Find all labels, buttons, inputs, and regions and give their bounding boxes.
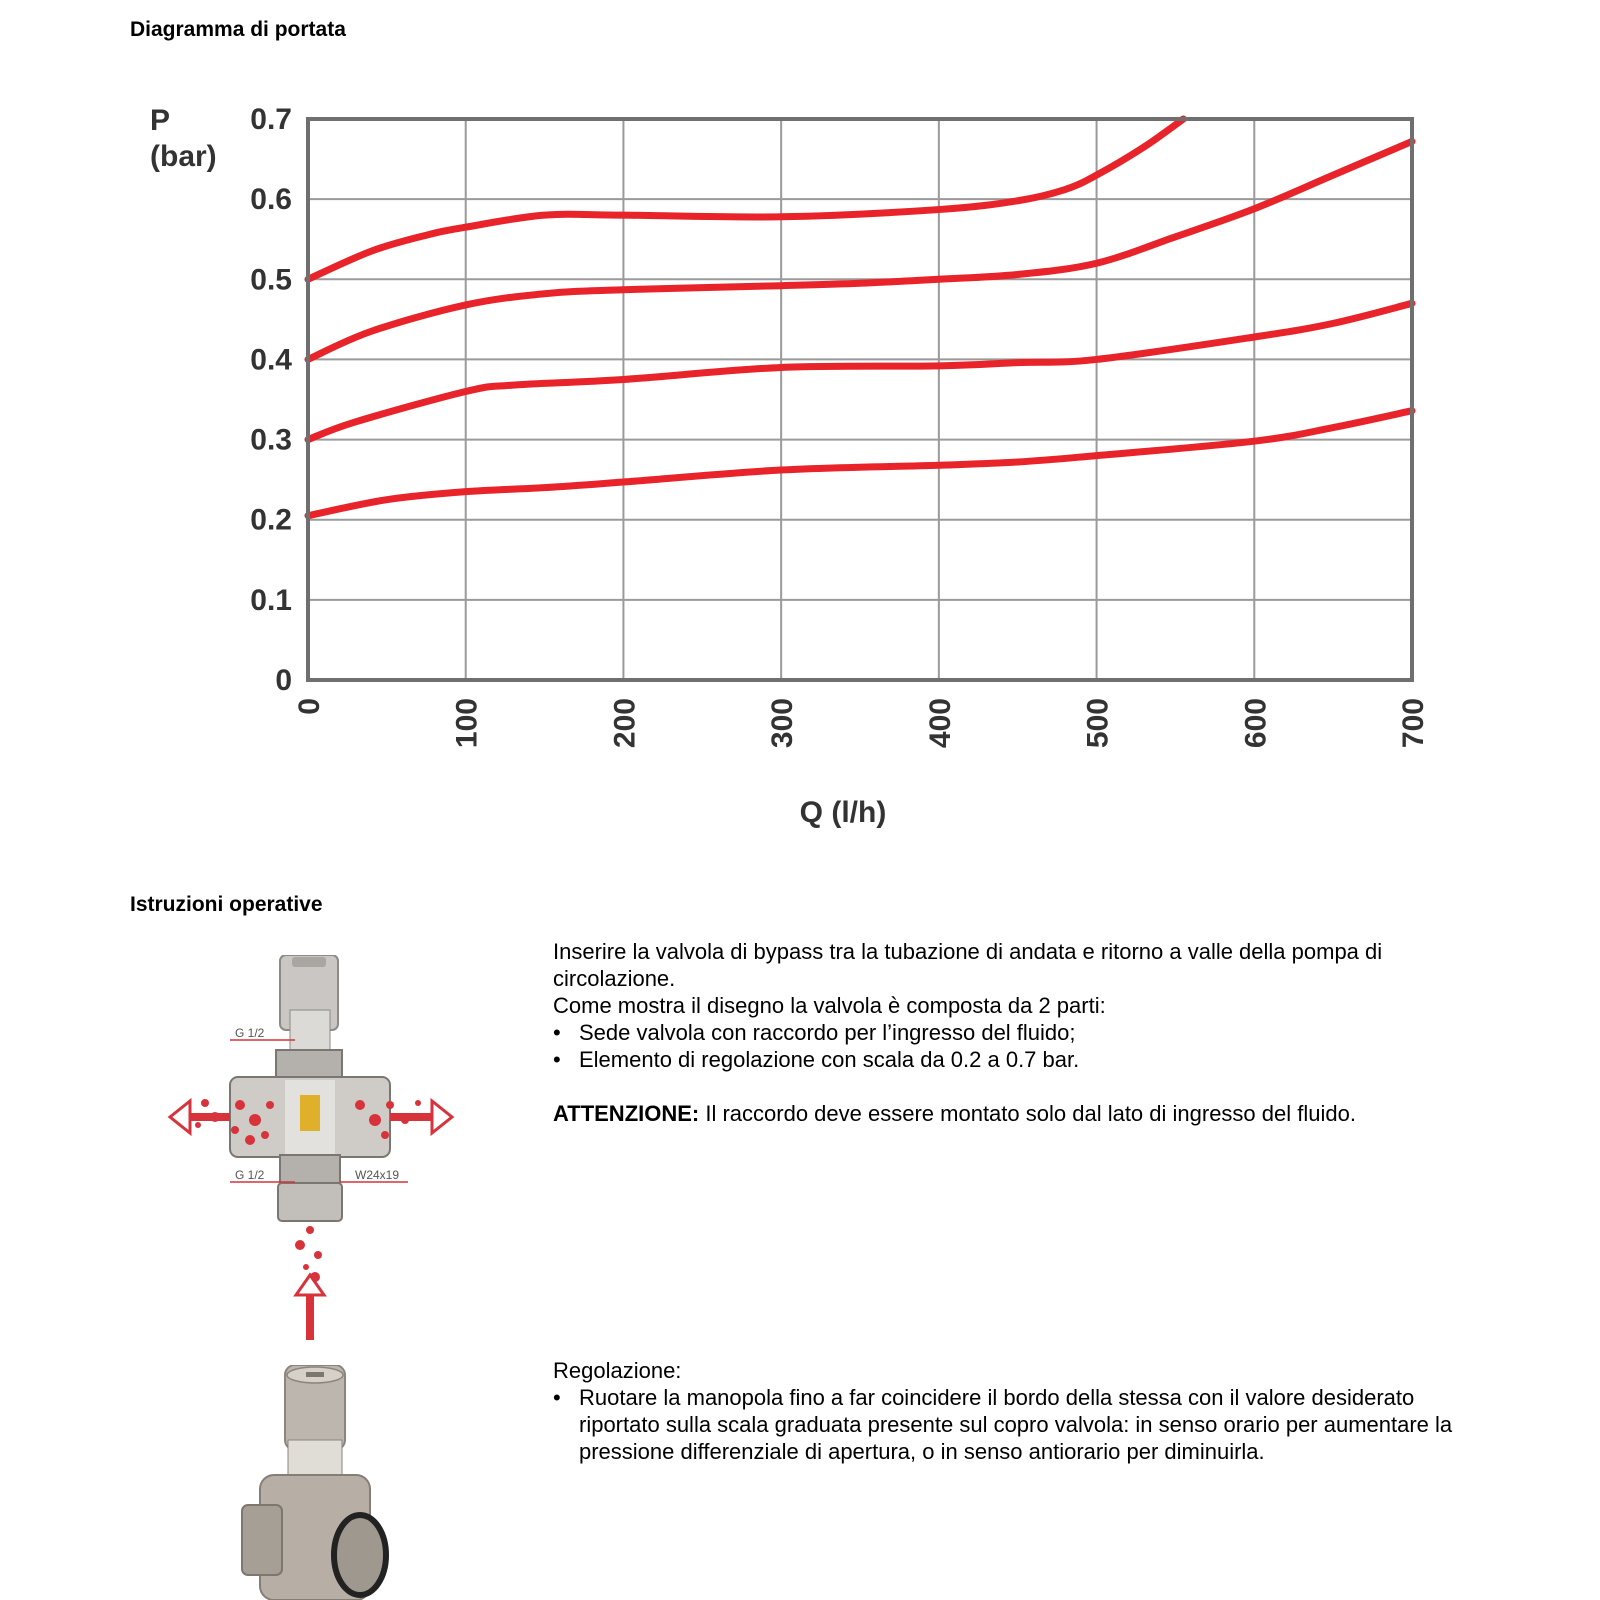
y-tick-label: 0.2 <box>250 503 292 537</box>
parts-list-item: • Elemento di regolazione con scala da 0.2 a 0.7 bar. <box>579 1046 1453 1073</box>
adjustment-heading: Regolazione: <box>553 1358 682 1383</box>
installation-intro: Inserire la valvola di bypass tra la tubazione di andata e ritorno a valle della pompa di circolazione. <box>553 939 1383 991</box>
x-tick-label: 100 <box>450 698 484 749</box>
x-tick-label: 600 <box>1239 698 1273 749</box>
valve-label-thread: W24x19 <box>355 1168 400 1182</box>
x-tick-label: 500 <box>1081 698 1115 749</box>
series-line <box>308 411 1412 516</box>
instructions-block-installation <box>553 938 1453 1127</box>
valve-cross-section-illustration <box>160 955 460 1345</box>
x-tick-labels <box>293 698 1430 748</box>
x-tick-label: 400 <box>923 698 957 749</box>
y-tick-label: 0.3 <box>250 423 292 457</box>
instructions-block-adjustment <box>553 1357 1453 1465</box>
adjustment-list-item: • Ruotare la manopola fino a far coincidere il bordo della stessa con il valore desiderato riportato sulla scala graduata presente sul copro valvola: in senso orario per aumentare la pressione differenziale di apertura, o in senso antiorario per diminuirla. <box>579 1384 1453 1465</box>
warning-note <box>553 1100 1453 1127</box>
installation-composed: Come mostra il disegno la valvola è composta da 2 parti: <box>553 993 1106 1018</box>
valve-photo <box>240 1365 390 1600</box>
installation-parts-list <box>553 1019 1453 1073</box>
warning-label: ATTENZIONE: <box>553 1101 700 1126</box>
x-tick-label: 300 <box>766 698 800 749</box>
y-tick-label: 0.1 <box>250 583 292 617</box>
y-tick-label: 0.5 <box>250 263 292 297</box>
x-tick-label: 0 <box>293 698 326 715</box>
instructions-section-title: Istruzioni operative <box>130 893 323 916</box>
series-line <box>308 141 1412 359</box>
parts-list-item: • Sede valvola con raccordo per l’ingresso del fluido; <box>579 1019 1453 1046</box>
valve-label-inlet-bottom: G 1/2 <box>235 1168 265 1182</box>
y-tick-label: 0 <box>275 664 292 697</box>
series-line <box>308 303 1412 439</box>
y-tick-labels <box>250 103 292 697</box>
y-tick-label: 0.6 <box>250 183 292 217</box>
x-tick-label: 200 <box>608 698 642 749</box>
chart-series-group <box>308 119 1412 516</box>
y-tick-label: 0.7 <box>250 103 292 136</box>
chart-grid <box>308 119 1412 680</box>
chart-frame <box>308 119 1412 680</box>
adjustment-list <box>553 1384 1453 1465</box>
valve-label-inlet-top: G 1/2 <box>235 1026 265 1040</box>
y-axis-label-p: P <box>150 104 171 137</box>
x-axis-label: Q (l/h) <box>799 796 887 829</box>
warning-text: Il raccordo deve essere montato solo dal lato di ingresso del fluido. <box>699 1101 1356 1126</box>
y-tick-label: 0.4 <box>250 343 292 377</box>
y-axis-label-unit: (bar) <box>150 140 217 173</box>
x-tick-label: 700 <box>1397 698 1430 749</box>
diagram-section-title: Diagramma di portata <box>130 18 346 41</box>
